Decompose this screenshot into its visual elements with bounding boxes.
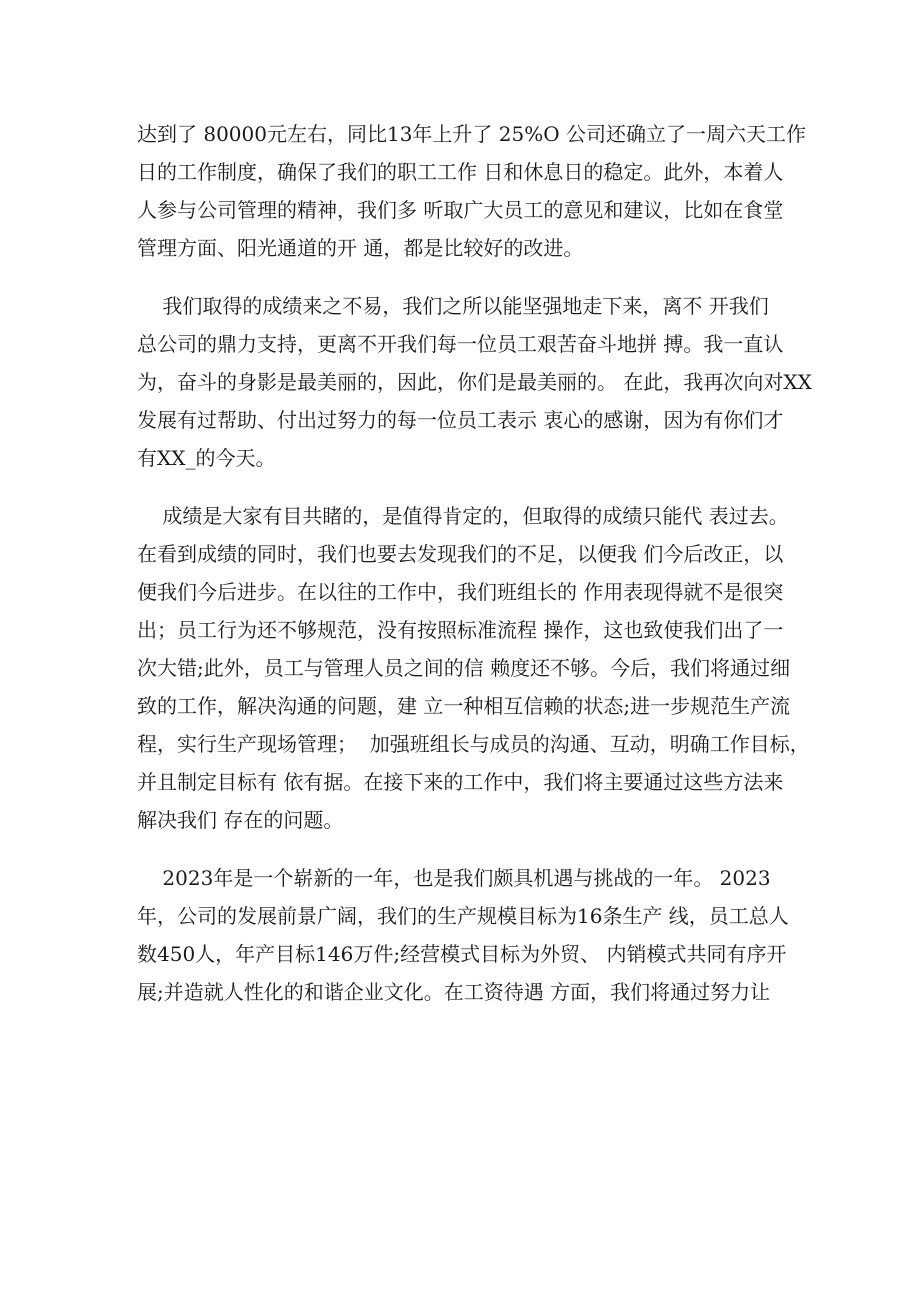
paragraph-3 xyxy=(137,497,810,839)
text-line: 展;并造就人性化的和谐企业文化。在工资待遇 方面，我们将通过努力让 xyxy=(137,980,771,1004)
text-line: 发展有过帮助、付出过努力的每一位员工表示 衷心的感谢，因为有你们才 xyxy=(137,408,784,432)
text-line: 人参与公司管理的精神，我们多 听取广大员工的意见和建议，比如在食堂 xyxy=(137,198,784,222)
text-line: 程，实行生产现场管理； 加强班组长与成员的沟通、互动，明确工作目标， xyxy=(137,732,810,756)
text-line: 次大错;此外，员工与管理人员之间的信 赖度还不够。今后，我们将通过细 xyxy=(137,656,791,680)
text-line: 总公司的鼎力支持，更离不开我们每一位员工艰苦奋斗地拼 搏。我一直认 xyxy=(137,332,784,356)
text-line: 年，公司的发展前景广阔，我们的生产规模目标为16条生产 线，员工总人 xyxy=(137,904,789,928)
paragraph-spacer xyxy=(137,267,802,287)
paragraph-spacer xyxy=(137,477,802,497)
text-line: 解决我们 存在的问题。 xyxy=(137,808,344,832)
text-line: 有XX_的今天。 xyxy=(137,446,276,470)
paragraph-2 xyxy=(137,287,812,477)
text-line: 达到了 80000元左右，同比13年上升了 25%O 公司还确立了一周六天工作 xyxy=(137,122,806,146)
text-line: 便我们今后进步。在以往的工作中，我们班组长的 作用表现得就不是很突 xyxy=(137,580,784,604)
text-line: 在看到成绩的同时，我们也要去发现我们的不足，以便我 们今后改正，以 xyxy=(137,542,784,566)
text-line: 数450人，年产目标146万件;经营模式目标为外贸、 内销模式共同有序开 xyxy=(137,942,787,966)
text-line: 日的工作制度，确保了我们的职工工作 日和休息日的稳定。此外，本着人 xyxy=(137,160,784,184)
paragraph-1 xyxy=(137,115,806,267)
paragraph-4 xyxy=(137,859,802,1011)
paragraph-spacer xyxy=(137,839,802,859)
text-line: 为，奋斗的身影是最美丽的，因此，你们是最美丽的。 在此，我再次向对XX xyxy=(137,370,812,394)
document-body xyxy=(137,115,812,1011)
text-line: 出；员工行为还不够规范，没有按照标准流程 操作，这也致使我们出了一 xyxy=(137,618,784,642)
text-line: 致的工作，解决沟通的问题，建 立一种相互信赖的状态;进一步规范生产流 xyxy=(137,694,791,718)
text-line: 并且制定目标有 依有据。在接下来的工作中，我们将主要通过这些方法来 xyxy=(137,770,784,794)
text-line: 管理方面、阳光通道的开 通，都是比较好的改进。 xyxy=(137,236,584,260)
text-line: 我们取得的成绩来之不易，我们之所以能坚强地走下来，离不 开我们 xyxy=(137,294,769,318)
text-line: 成绩是大家有目共睹的，是值得肯定的，但取得的成绩只能代 表过去。 xyxy=(137,504,789,528)
text-line: 2023年是一个崭新的一年，也是我们颇具机遇与挑战的一年。 2023 xyxy=(137,866,771,890)
